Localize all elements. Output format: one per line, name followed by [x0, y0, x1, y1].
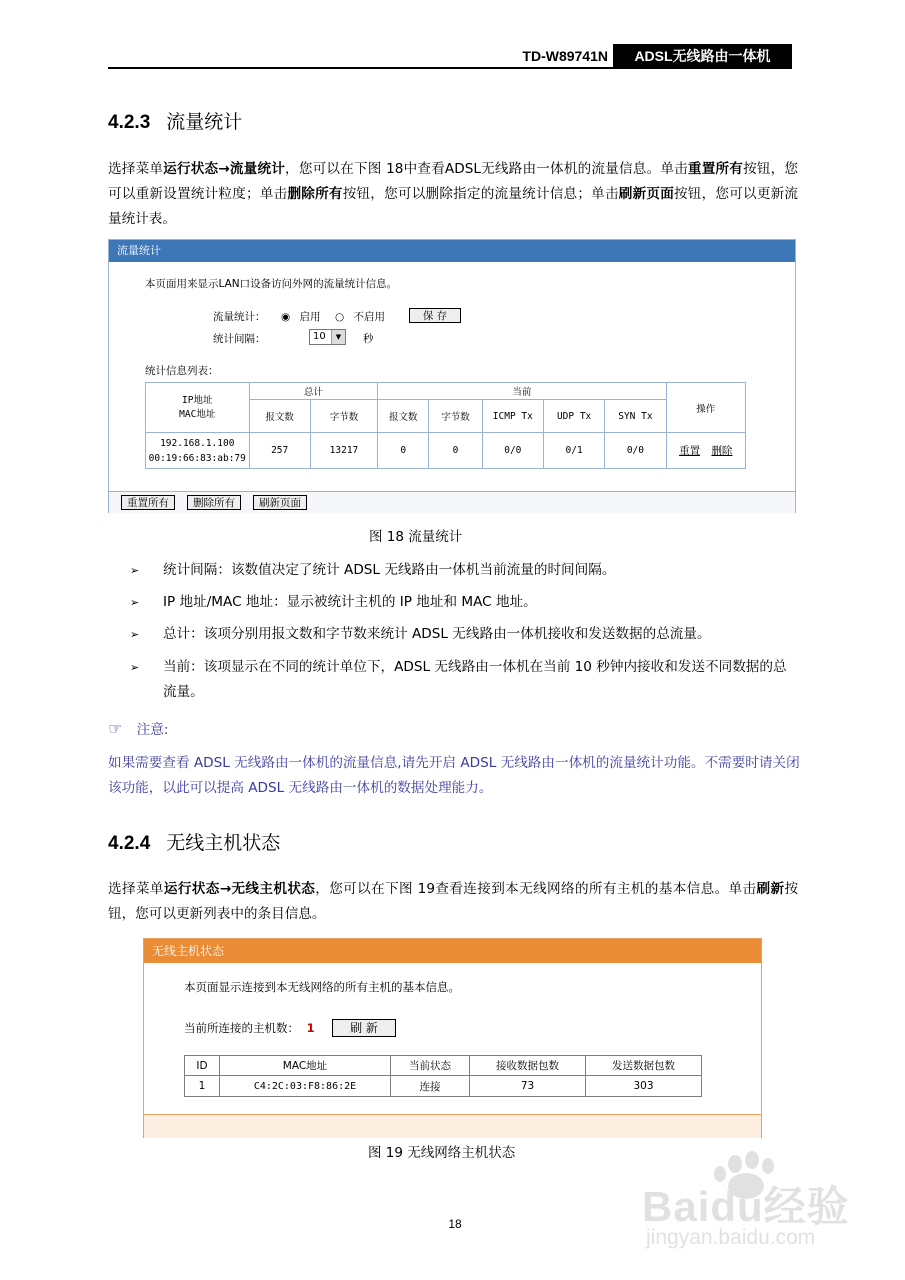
cell: 257 [249, 433, 310, 469]
refresh-button[interactable]: 刷 新 [332, 1019, 396, 1037]
th-udp: UDP Tx [543, 400, 604, 433]
footer-bar [144, 1114, 761, 1138]
arrow-bullet-icon: ➢ [130, 661, 140, 674]
cell: 13217 [310, 433, 377, 469]
cell: 0 [378, 433, 429, 469]
page-number: 18 [448, 1217, 462, 1231]
panel-title: 流量统计 [109, 240, 795, 262]
th-mac: MAC地址 [220, 1056, 391, 1076]
hosts-table [184, 1055, 702, 1097]
th-syn: SYN Tx [605, 400, 666, 433]
cell: 0/0 [482, 433, 543, 469]
cell: 303 [586, 1076, 702, 1097]
host-count-label: 当前所连接的主机数： 1 [184, 1021, 315, 1035]
section-423-intro: 选择菜单运行状态→流量统计，您可以在下图 18中查看ADSL无线路由一体机的流量信息。单击重置所有按钮，您可以重新设置统计粒度；单击删除所有按钮，您可以删除指定的流量统计信息；单击刷新页面按钮，您可以更新流量统计表。 [108, 161, 799, 227]
reset-link[interactable]: 重置 [679, 445, 701, 457]
note-text: 如果需要查看 ADSL 无线路由一体机的流量信息,请先开启 ADSL 无线路由一体机的流量统计功能。不需要时请关闭该功能，以此可以提高 ADSL 无线路由一体机的数据处理能力。 [108, 755, 800, 796]
interval-unit: 秒 [363, 333, 374, 345]
host-count-value: 1 [306, 1021, 315, 1035]
cell: 0/1 [543, 433, 604, 469]
ops-cell [666, 433, 745, 469]
section-number: 4.2.4 [108, 833, 151, 854]
arrow-bullet-icon: ➢ [130, 596, 140, 609]
enable-radio[interactable]: ◉ 启用 [281, 311, 321, 323]
radio-checked-icon: ◉ [281, 311, 291, 323]
header-rule [108, 67, 792, 69]
cell: C4:2C:03:F8:86:2E [220, 1076, 391, 1097]
th-icmp: ICMP Tx [482, 400, 543, 433]
th-total-bytes: 字节数 [310, 400, 377, 433]
section-title: 无线主机状态 [166, 832, 281, 854]
traffic-table [145, 382, 746, 469]
stats-label: 流量统计： [213, 311, 266, 323]
interval-label: 统计间隔： [213, 333, 266, 345]
section-423-title [108, 108, 242, 136]
th-id: ID [185, 1056, 220, 1076]
th-status: 当前状态 [391, 1056, 470, 1076]
reset-all-button[interactable]: 重置所有 [121, 495, 175, 510]
save-button[interactable]: 保 存 [409, 308, 461, 323]
interval-select[interactable]: 10 ▼ [309, 329, 346, 345]
header-model: TD-W89741N [522, 48, 608, 64]
th-total-packets: 报文数 [249, 400, 310, 433]
th-cur-bytes: 字节数 [429, 400, 482, 433]
th-tx-packets: 发送数据包数 [586, 1056, 702, 1076]
section-title: 流量统计 [166, 111, 243, 133]
traffic-stats-screenshot [108, 239, 796, 513]
panel-title: 无线主机状态 [144, 939, 761, 963]
watermark-brand: Baidu经验 [642, 1183, 850, 1230]
note-heading: ☞ 注意: [108, 719, 169, 738]
total-group-header: 总计 [249, 383, 378, 400]
th-cur-packets: 报文数 [378, 400, 429, 433]
delete-all-button[interactable]: 删除所有 [187, 495, 241, 510]
ip-mac-header: IP地址 MAC地址 [146, 383, 250, 433]
delete-link[interactable]: 删除 [711, 445, 733, 457]
cell: 1 [185, 1076, 220, 1097]
ops-header: 操作 [666, 383, 745, 433]
figure-19-caption: 图 19 无线网络主机状态 [368, 1145, 516, 1161]
section-number: 4.2.3 [108, 112, 151, 133]
pointing-hand-icon: ☞ [108, 719, 123, 738]
panel-description: 本页面显示连接到本无线网络的所有主机的基本信息。 [184, 980, 460, 994]
table-row [185, 1076, 702, 1097]
th-rx-packets: 接收数据包数 [470, 1056, 586, 1076]
cell: 0 [429, 433, 482, 469]
arrow-bullet-icon: ➢ [130, 564, 140, 577]
ip-mac-cell: 192.168.1.100 00:19:66:83:ab:79 [146, 433, 250, 469]
panel-description: 本页面用来显示LAN口设备访问外网的流量统计信息。 [145, 278, 398, 290]
cell: 连接 [391, 1076, 470, 1097]
cell: 0/0 [605, 433, 666, 469]
header-product: ADSL无线路由一体机 [613, 44, 792, 68]
radio-unchecked-icon: ○ [335, 311, 345, 323]
disable-radio[interactable]: ○ 不启用 [335, 311, 386, 323]
section-424-intro: 选择菜单运行状态→无线主机状态，您可以在下图 19查看连接到本无线网络的所有主机的基本信息。单击刷新按钮，您可以更新列表中的条目信息。 [108, 881, 799, 922]
list-label: 统计信息列表： [145, 365, 219, 377]
current-group-header: 当前 [378, 383, 666, 400]
wireless-hosts-screenshot [143, 938, 762, 1138]
chevron-down-icon: ▼ [331, 330, 345, 344]
cell: 73 [470, 1076, 586, 1097]
watermark-url: jingyan.baidu.com [646, 1226, 816, 1249]
button-bar [109, 491, 795, 513]
section-424-title [108, 829, 280, 857]
refresh-page-button[interactable]: 刷新页面 [253, 495, 307, 510]
baidu-watermark [640, 1150, 870, 1260]
figure-18-caption: 图 18 流量统计 [369, 529, 463, 545]
table-row [146, 433, 746, 469]
arrow-bullet-icon: ➢ [130, 628, 140, 641]
